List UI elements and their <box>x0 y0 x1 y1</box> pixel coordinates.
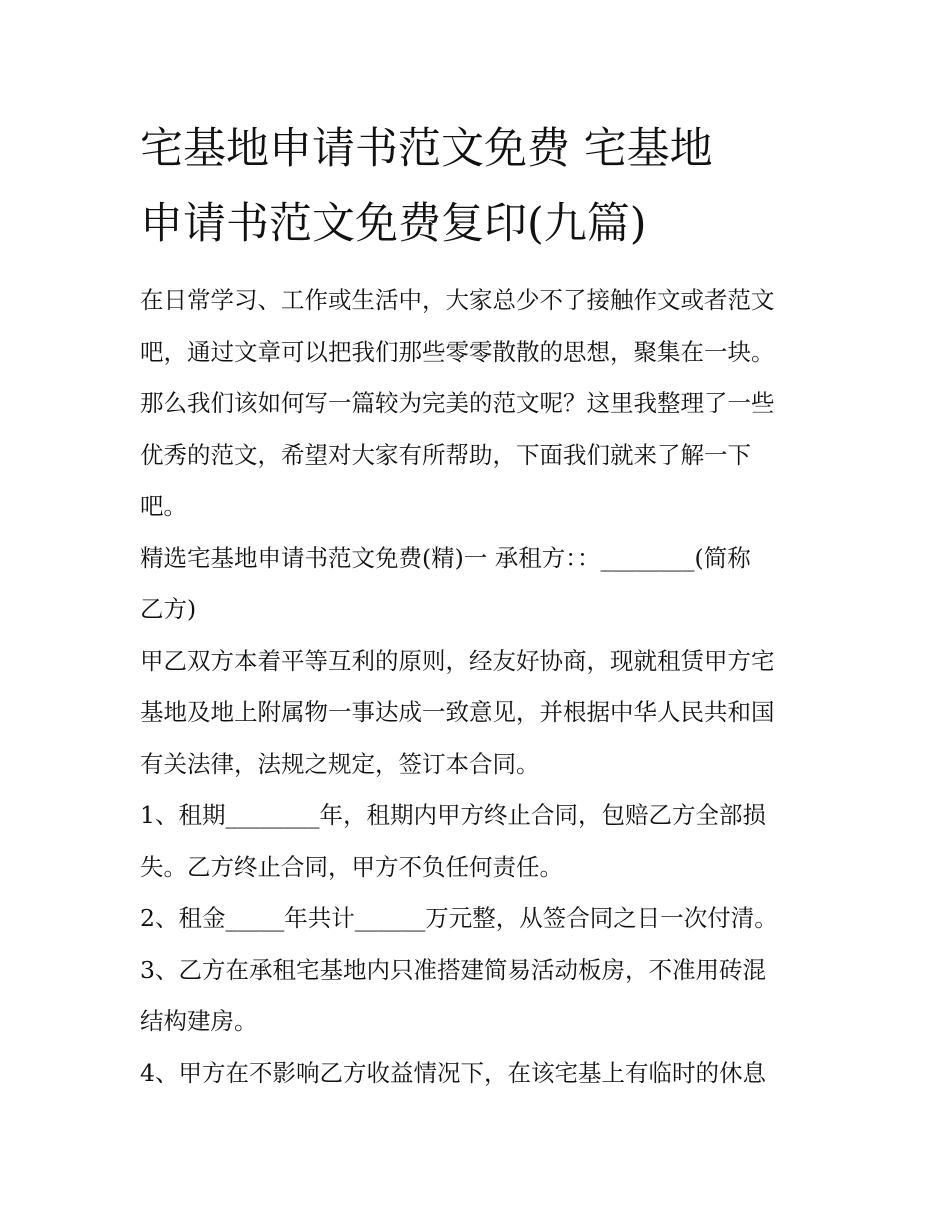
body-line: 在日常学习、工作或生活中，大家总少不了接触作文或者范文 <box>140 286 775 314</box>
body-line: 基地及地上附属物一事达成一致意见，并根据中华人民共和国 <box>140 698 775 726</box>
body-line: 4、甲方在不影响乙方收益情况下，在该宅基上有临时的休息 <box>140 1058 766 1087</box>
document-body <box>140 275 830 1099</box>
body-line: 1、租期________年，租期内甲方终止合同，包赔乙方全部损 <box>140 801 766 829</box>
body-line: 吧，通过文章可以把我们那些零零散散的思想，聚集在一块。 <box>140 337 775 366</box>
body-line: 有关法律，法规之规定，签订本合同。 <box>140 749 540 778</box>
body-line: 优秀的范文，希望对大家有所帮助，下面我们就来了解一下 <box>140 440 751 469</box>
body-line: 精选宅基地申请书范文免费(精)一 承租方：：________(简称 <box>140 543 751 572</box>
body-line: 结构建房。 <box>140 1007 258 1035</box>
document-title <box>140 112 830 262</box>
body-line: 吧。 <box>140 492 187 520</box>
title-line: 宅基地申请书范文免费 宅基地 <box>140 124 713 174</box>
body-line: 失。乙方终止合同，甲方不负任何责任。 <box>140 852 563 881</box>
body-line: 甲乙双方本着平等互利的原则，经友好协商，现就租赁甲方宅 <box>140 646 775 675</box>
title-line: 申请书范文免费复印(九篇) <box>140 199 647 249</box>
body-line: 乙方) <box>140 595 197 623</box>
body-line: 3、乙方在承租宅基地内只准搭建简易活动板房，不准用砖混 <box>140 955 766 984</box>
body-line: 2、租金_____年共计______万元整，从签合同之日一次付清。 <box>140 904 778 932</box>
body-line: 那么我们该如何写一篇较为完美的范文呢？这里我整理了一些 <box>140 389 775 417</box>
